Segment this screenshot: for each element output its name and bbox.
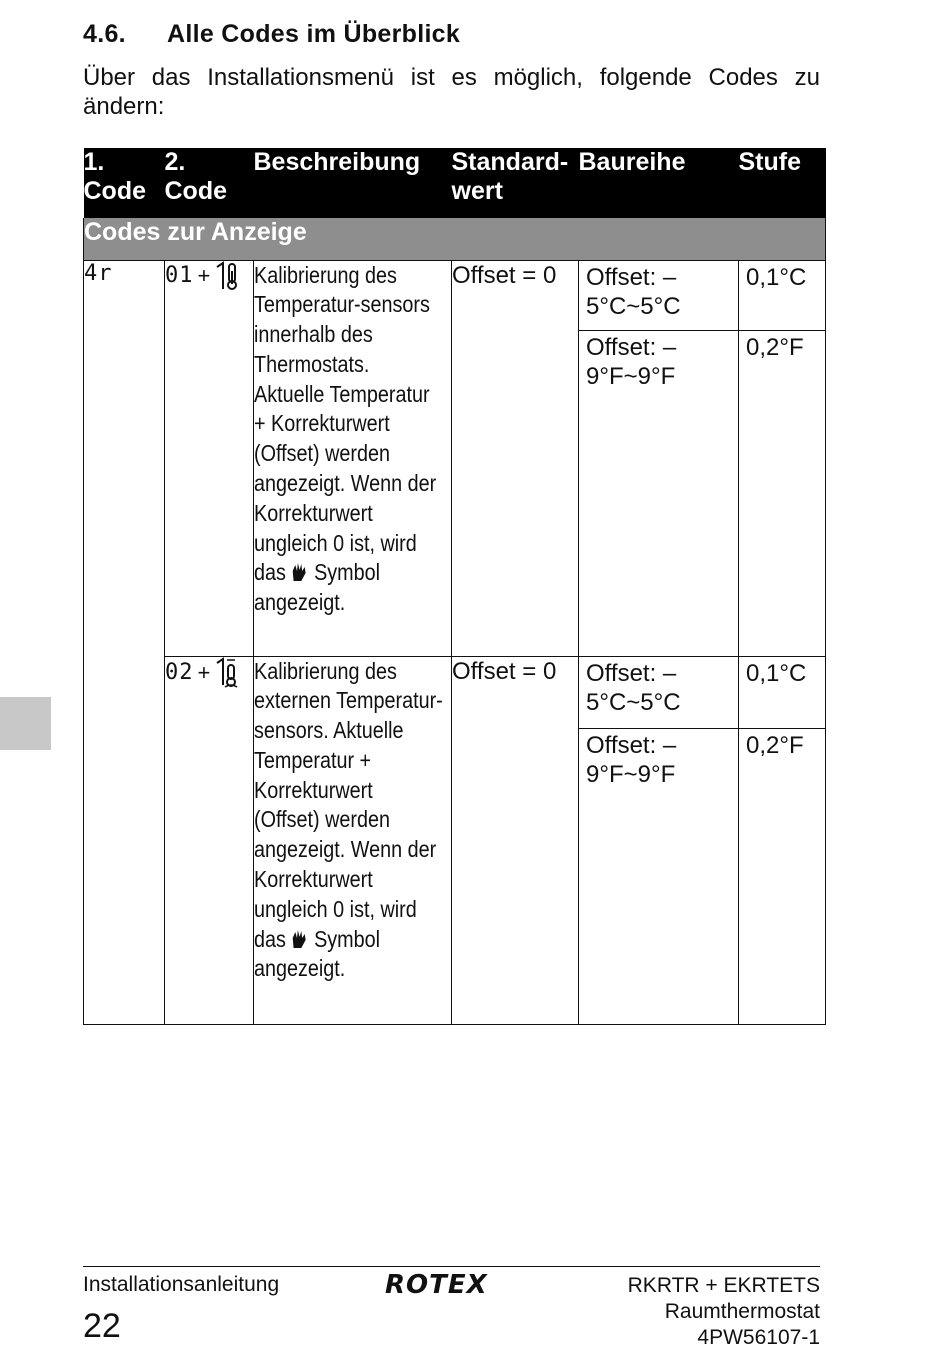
range-fahrenheit: Offset: –9°F~9°F [586,333,677,390]
header-code1: 1. Code [84,148,165,218]
default-cell: Offset = 0 [452,656,579,1024]
codes-table [83,148,826,1025]
thermometer-icon [214,261,240,291]
section-row [84,218,826,260]
section-title: Alle Codes im Überblick [167,20,461,48]
step-fahrenheit: 0,2°F [746,333,804,361]
description-text-end: Symbol angezeigt. [254,559,381,616]
table-header-row [84,148,826,218]
rotex-logo: ROTEX [385,1270,488,1300]
footer-divider [83,1266,820,1267]
range-fahrenheit: Offset: –9°F~9°F [586,731,677,788]
plus-sign: + [197,262,211,288]
plus-sign: + [197,659,211,685]
header-description: Beschreibung [254,148,452,218]
table-row [84,656,826,1024]
header-code2: 2. Code [165,148,254,218]
step-cell [739,260,826,656]
description-text-end: Symbol angezeigt. [254,925,381,982]
code2-cell [165,260,254,656]
description-cell [254,260,452,656]
step-celsius: 0,1°C [739,261,825,331]
range-celsius: Offset: –5°C~5°C [579,261,738,331]
footer-doc-type: Installationsanleitung [83,1273,280,1296]
hand-icon [291,561,308,583]
range-celsius: Offset: –5°C~5°C [579,657,738,729]
range-cell [579,656,739,1024]
description-cell [254,656,452,1024]
chapter-tab [0,697,51,750]
range-cell [579,260,739,656]
header-default: Standard- wert [452,148,579,218]
code2-value: 02 [165,660,194,685]
code1-cell [84,260,165,1024]
section-label: Codes zur Anzeige [84,218,826,260]
step-celsius: 0,1°C [739,657,825,729]
description-text: Kalibrierung des Temperatur-sensors innerhalb des Thermostats. Aktuelle Temperatur + Korrekturwert (Offset) werden angezeigt. Wenn der Korrekturwert ungleich 0 ist, wird das [254,261,437,586]
table-row [84,260,826,656]
section-number: 4.6. [83,20,126,48]
intro-text: Über das Installationsmenü ist es möglich, folgende Codes zu ändern: [83,64,820,120]
footer-product [628,1273,820,1351]
page-number: 22 [83,1307,121,1345]
header-step: Stufe [739,148,826,218]
code2-value: 01 [165,263,194,288]
step-cell [739,656,826,1024]
footer-product-name: Raumthermostat [664,1300,820,1323]
header-range: Baureihe [579,148,739,218]
description-text: Kalibrierung des externen Temperatur-sensors. Aktuelle Temperatur + Korrekturwert (Offset) werden angezeigt. Wenn der Korrekturwert ungleich 0 ist, wird das [254,657,443,952]
section-heading [83,20,460,49]
footer-doc-number: 4PW56107-1 [697,1326,820,1349]
external-sensor-icon [214,657,240,689]
code1-value: 4r [84,260,113,286]
hand-icon [291,928,308,950]
code2-cell [165,656,254,1024]
step-fahrenheit: 0,2°F [746,731,804,759]
default-cell: Offset = 0 [452,260,579,656]
footer-model: RKRTR + EKRTETS [627,1274,820,1297]
